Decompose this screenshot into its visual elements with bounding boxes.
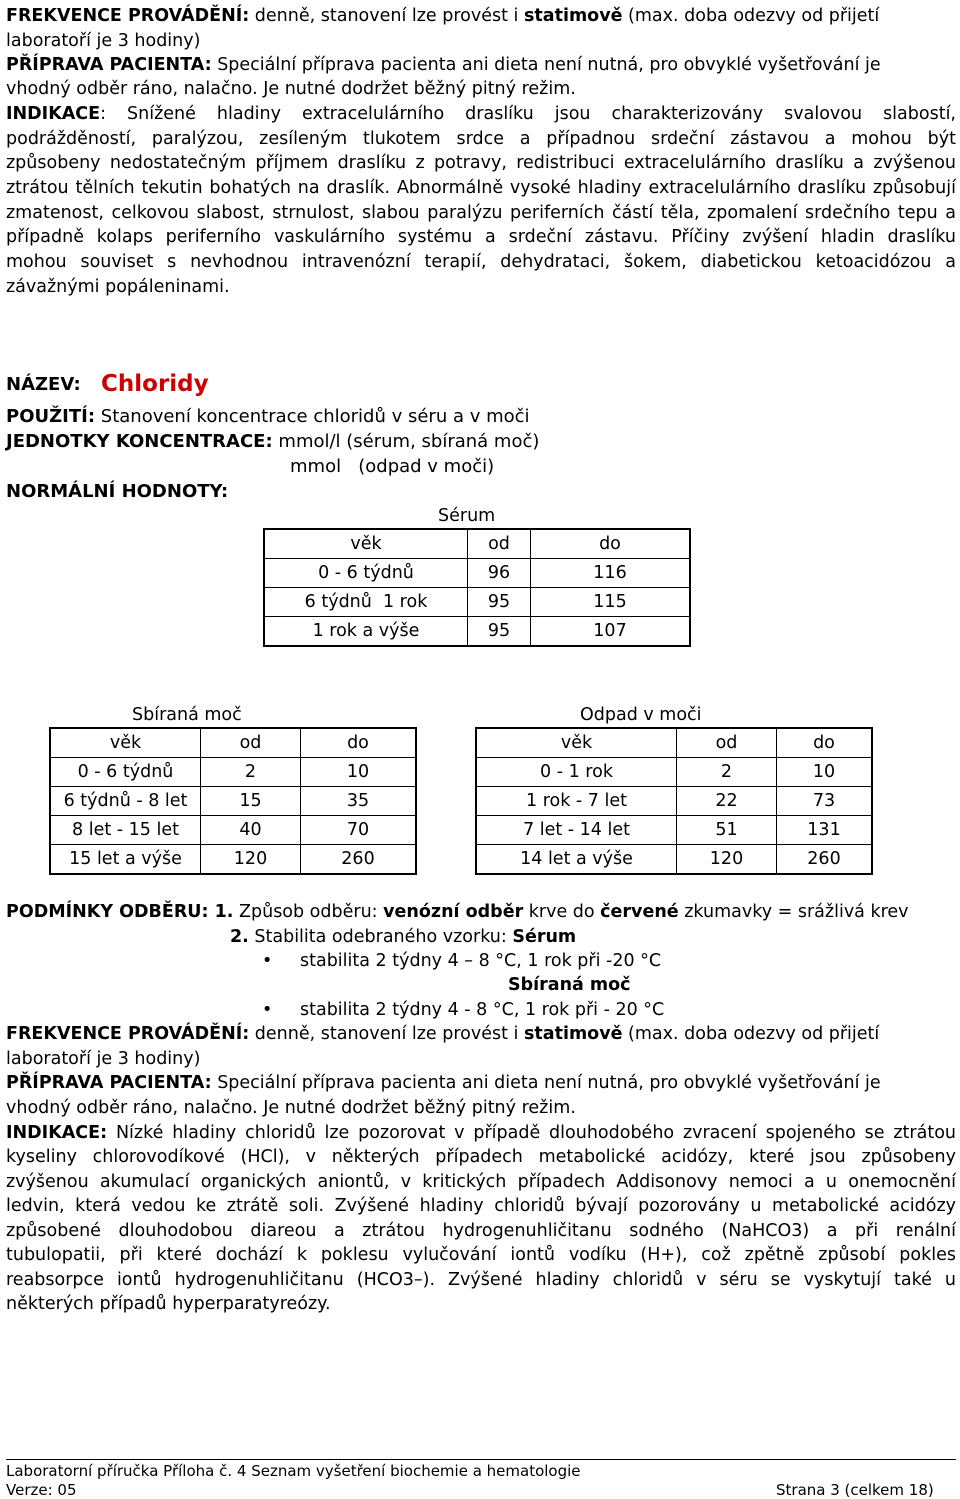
header-od: od (468, 529, 531, 559)
podminky-venozni: venózní odběr (383, 902, 524, 922)
jednotky-line-2: mmol (odpad v moči) (290, 456, 495, 477)
indikace-line-5 (6, 1219, 956, 1244)
footer-verze: Verze: 05 (6, 1481, 77, 1499)
indikace-text: kyseliny chlorovodíkové (HCl), v některých případech metabolické acidózy, které jsou způsobeny (6, 1147, 956, 1167)
indikace-label: INDIKACE: (6, 1123, 108, 1143)
pouziti-line (6, 405, 956, 430)
table-header-row (50, 728, 416, 758)
table-row (50, 758, 416, 787)
podminky-line (6, 900, 956, 925)
cell-vek: 0 - 6 týdnů (264, 559, 468, 588)
header-vek: věk (50, 728, 201, 758)
header-do: do (777, 728, 873, 758)
priprava-text: Speciální příprava pacienta ani dieta není nutná, pro obvyklé vyšetřování je (211, 1073, 881, 1093)
cell-do: 70 (301, 816, 417, 845)
cell-od: 51 (677, 816, 777, 845)
cell-vek: 15 let a výše (50, 845, 201, 875)
indikace-text: Nízké hladiny chloridů lze pozorovat v případě dlouhodobého zvracení spojeného se ztrátou (107, 1123, 956, 1143)
podminky-label: PODMÍNKY ODBĚRU: (6, 902, 209, 922)
bullet-sbirana-stability: stabilita 2 týdny 4 - 8 °C, 1 rok při - 20 °C (300, 1000, 665, 1020)
table-row (476, 816, 872, 845)
priprava-line (6, 1071, 956, 1096)
table-row (264, 559, 690, 588)
cell-do: 73 (777, 787, 873, 816)
cell-do: 116 (531, 559, 691, 588)
cell-od: 40 (201, 816, 301, 845)
frekvence-line-2: laboratoří je 3 hodiny) (6, 1049, 201, 1069)
jednotky-line (6, 430, 956, 455)
cell-od: 120 (677, 845, 777, 875)
cell-do: 260 (301, 845, 417, 875)
podminky-text: Stabilita odebraného vzorku: (248, 927, 513, 947)
podminky-text: Způsob odběru: (233, 902, 384, 922)
podminky-cervene: červené (600, 902, 679, 922)
header-od: od (201, 728, 301, 758)
cell-vek: 0 - 1 rok (476, 758, 677, 787)
priprava-label: PŘÍPRAVA PACIENTA: (6, 55, 212, 75)
indikace-text: : Snížené hladiny extracelulárního draslíku jsou charakterizovány svalovou slabostí, (100, 104, 956, 124)
indikace-line-6 (6, 1243, 956, 1268)
priprava-label: PŘÍPRAVA PACIENTA: (6, 1073, 212, 1093)
cell-vek: 14 let a výše (476, 845, 677, 875)
indikace-label: INDIKACE (6, 104, 101, 124)
cell-od: 2 (677, 758, 777, 787)
cell-do: 107 (531, 617, 691, 647)
frekvence-text: denně, stanovení lze provést i (249, 6, 524, 26)
header-od: od (677, 728, 777, 758)
frekvence-line-top (6, 4, 956, 29)
indikace-text: mohou souviset s nevhodnou intravenózní terapií, dehydrataci, šokem, diabetickou ketoacidózou a (6, 252, 956, 272)
table-row (264, 617, 690, 647)
indikace-text: případně kolaps periferního vaskulárního systému a srdeční zástavu. Příčiny zvýšení hladin draslíku (6, 227, 956, 247)
pouziti-label: POUŽITÍ: (6, 406, 96, 427)
table-row (476, 758, 872, 787)
table-row (50, 787, 416, 816)
cell-od: 120 (201, 845, 301, 875)
cell-od: 15 (201, 787, 301, 816)
header-vek: věk (476, 728, 677, 758)
cell-do: 115 (531, 588, 691, 617)
header-do: do (531, 529, 691, 559)
serum-caption: Sérum (438, 506, 496, 526)
cell-do: 260 (777, 845, 873, 875)
indikace-text: reabsorpce iontů hydrogenuhličitanu (HCO3–). Zvýšené hladiny chloridů v séru se vyskytují také u (6, 1270, 956, 1290)
indikace-line-4 (6, 176, 956, 201)
bullet-icon: • (262, 951, 273, 971)
frekvence-line-2: laboratoří je 3 hodiny) (6, 31, 201, 51)
cell-vek: 6 týdnů 1 rok (264, 588, 468, 617)
indikace-text: zmatenost, celkovou slabost, strnulost, slabou paralýzu periferních částí těla, zpomalení srdečního tepu a (6, 203, 956, 223)
indikace-line-6 (6, 225, 956, 250)
nazev-label: NÁZEV: (6, 374, 81, 395)
normalni-label: NORMÁLNÍ HODNOTY: (6, 481, 229, 502)
sbirana-caption: Sbíraná moč (132, 705, 242, 725)
bullet-serum-stability: stabilita 2 týdny 4 – 8 °C, 1 rok při -20 °C (300, 951, 662, 971)
podminky-n1: 1. (208, 902, 234, 922)
indikace-line-3 (6, 1170, 956, 1195)
cell-vek: 1 rok - 7 let (476, 787, 677, 816)
nazev-value: Chloridy (101, 371, 209, 397)
footer-divider (6, 1459, 956, 1460)
footer-page: Strana 3 (celkem 18) (776, 1481, 934, 1499)
sbirana-label: Sbíraná moč (508, 975, 631, 995)
indikace-text: ztrátou tělních tekutin bohatých na draslík. Abnormálně vysoké hladiny extracelulárního draslíku způsobují (6, 178, 956, 198)
header-do: do (301, 728, 417, 758)
indikace-text: tubulopatii, při které dochází k poklesu vylučování iontů vodíku (H+), což zpětně způsobí pokles (6, 1245, 956, 1265)
cell-vek: 7 let - 14 let (476, 816, 677, 845)
cell-vek: 1 rok a výše (264, 617, 468, 647)
header-vek: věk (264, 529, 468, 559)
indikace-line-2 (6, 127, 956, 152)
cell-do: 10 (777, 758, 873, 787)
bullet-icon: • (262, 1000, 273, 1020)
cell-do: 35 (301, 787, 417, 816)
indikace-line-1 (6, 102, 956, 127)
frekvence-line-bottom (6, 1022, 956, 1047)
normalni-line (6, 480, 956, 505)
indikace-line-3 (6, 151, 956, 176)
jednotky-value: mmol/l (sérum, sbíraná moč) (272, 431, 540, 452)
frekvence-text-2: (max. doba odezvy od přijetí (622, 1024, 880, 1044)
sbirana-table (49, 727, 417, 875)
indikace-line-7 (6, 1268, 956, 1293)
podminky-line-2 (230, 925, 576, 949)
table-row (50, 845, 416, 875)
podminky-n2: 2. (230, 927, 249, 947)
indikace-text: podrážděností, paralýzou, zesíleným tlukotem srdce a případnou srdeční zástavou a mohou být (6, 129, 956, 149)
cell-od: 95 (468, 617, 531, 647)
odpad-table (475, 727, 873, 875)
podminky-text: krve do (523, 902, 601, 922)
indikace-line-7 (6, 250, 956, 275)
indikace-line-8: závažnými popáleninami. (6, 277, 230, 297)
indikace-line-8: některých případů hyperparatyreózy. (6, 1294, 331, 1314)
cell-od: 22 (677, 787, 777, 816)
cell-od: 95 (468, 588, 531, 617)
odpad-caption: Odpad v moči (580, 705, 702, 725)
priprava-text: Speciální příprava pacienta ani dieta není nutná, pro obvyklé vyšetřování je (211, 55, 881, 75)
indikace-text: způsobeny nedostatečným příjmem draslíku z potravy, redistribuci extracelulárního draslíku a zvýšenou (6, 153, 956, 173)
pouziti-value: Stanovení koncentrace chloridů v séru a v moči (95, 406, 530, 427)
cell-od: 2 (201, 758, 301, 787)
indikace-text: zvýšenou akumulací organických aniontů, v kritických případech Addisonovy nemoci a u onemocnění (6, 1172, 956, 1192)
footer-title: Laboratorní příručka Příloha č. 4 Seznam vyšetření biochemie a hematologie (6, 1462, 581, 1480)
cell-do: 131 (777, 816, 873, 845)
indikace-line-5 (6, 201, 956, 226)
podminky-text: zkumavky = srážlivá krev (678, 902, 909, 922)
frekvence-label: FREKVENCE PROVÁDĚNÍ: (6, 6, 250, 26)
frekvence-statim: statimově (523, 6, 623, 26)
indikace-line-4 (6, 1194, 956, 1219)
indikace-line-2 (6, 1145, 956, 1170)
serum-table (263, 528, 691, 647)
podminky-serum: Sérum (512, 927, 577, 947)
priprava-line-2: vhodný odběr ráno, nalačno. Je nutné dodržet běžný pitný režim. (6, 79, 576, 99)
frekvence-label: FREKVENCE PROVÁDĚNÍ: (6, 1024, 250, 1044)
indikace-text: způsobené dlouhodobou diareou a ztrátou hydrogenuhličitanu sodného (NaHCO3) a při renální (6, 1221, 956, 1241)
frekvence-text-2: (max. doba odezvy od přijetí (622, 6, 880, 26)
priprava-line-2: vhodný odběr ráno, nalačno. Je nutné dodržet běžný pitný režim. (6, 1098, 576, 1118)
priprava-line (6, 53, 956, 78)
cell-vek: 6 týdnů - 8 let (50, 787, 201, 816)
cell-vek: 0 - 6 týdnů (50, 758, 201, 787)
frekvence-text: denně, stanovení lze provést i (249, 1024, 524, 1044)
indikace-text: ledvin, která vedou ke ztrátě soli. Zvýšené hladiny chloridů bývají pozorovány u metabolické acidózy (6, 1196, 956, 1216)
table-row (476, 845, 872, 875)
frekvence-statim: statimově (523, 1024, 623, 1044)
table-row (50, 816, 416, 845)
jednotky-label: JEDNOTKY KONCENTRACE: (6, 431, 273, 452)
indikace-line-1 (6, 1121, 956, 1146)
cell-vek: 8 let - 15 let (50, 816, 201, 845)
cell-do: 10 (301, 758, 417, 787)
table-header-row (264, 529, 690, 559)
cell-od: 96 (468, 559, 531, 588)
table-header-row (476, 728, 872, 758)
nazev-line (6, 372, 81, 398)
table-row (264, 588, 690, 617)
table-row (476, 787, 872, 816)
